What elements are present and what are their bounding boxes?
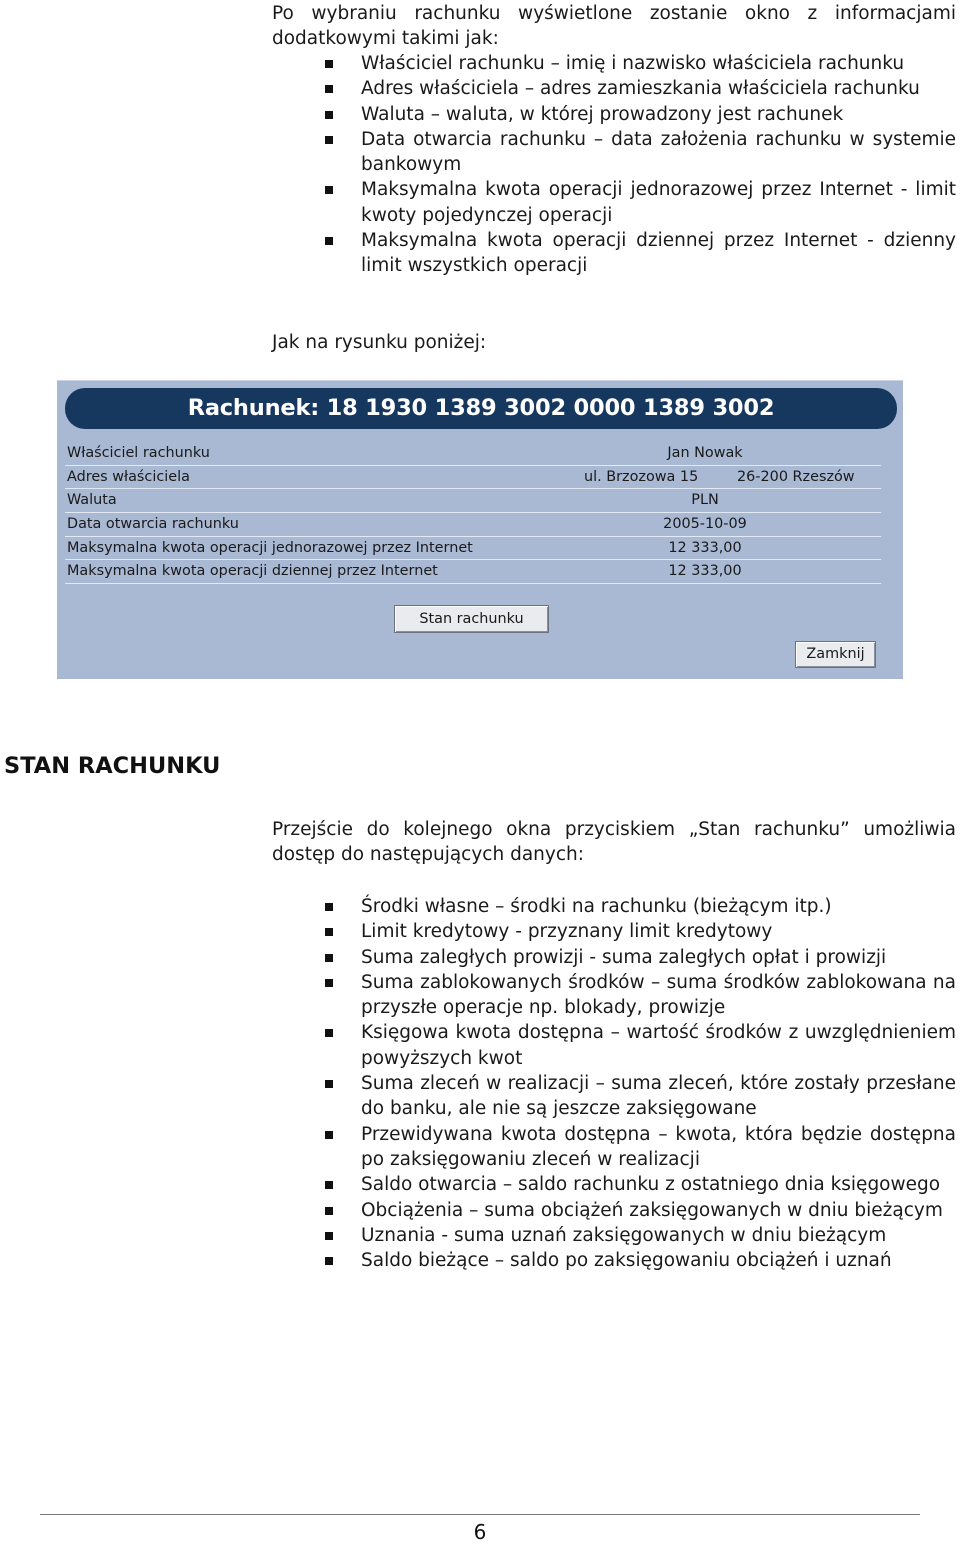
bullet-square-icon: [325, 954, 333, 962]
table-row: [65, 560, 881, 584]
intro-paragraph: [272, 1, 956, 52]
bullet-square-icon: [325, 186, 333, 194]
table-row: [65, 513, 881, 537]
account-number-title: Rachunek: 18 1930 1389 3002 0000 1389 3002: [187, 395, 775, 421]
table-row: [65, 537, 881, 561]
status-intro-paragraph: [272, 817, 956, 868]
opened-value: 2005-10-09: [663, 516, 747, 533]
figure-intro-text: Jak na rysunku poniżej:: [272, 332, 487, 353]
max-daily-label: Maksymalna kwota operacji dziennej przez Internet: [67, 563, 438, 580]
list-item: Uznania - suma uznań zaksięgowanych w dniu bieżącym: [272, 1223, 956, 1248]
account-status-button[interactable]: Stan rachunku: [394, 605, 549, 633]
list-item: Księgowa kwota dostępna – wartość środków z uwzględnieniem powyższych kwot: [272, 1020, 956, 1071]
opened-label: Data otwarcia rachunku: [67, 516, 239, 533]
status-intro-line-1: Przejście do kolejnego okna przyciskiem „Stan rachunku” umożliwia: [272, 819, 956, 840]
bullet-square-icon: [325, 1029, 333, 1037]
currency-value: PLN: [691, 492, 719, 509]
address-street-value: ul. Brzozowa 15: [584, 468, 699, 485]
address-label: Adres właściciela: [67, 468, 190, 485]
list-item: Suma zaległych prowizji - suma zaległych opłat i prowizji: [272, 945, 956, 970]
table-row: [65, 466, 881, 490]
bullet-square-icon: [325, 903, 333, 911]
list-item: Limit kredytowy - przyznany limit kredytowy: [272, 919, 956, 944]
list-item: Obciążenia – suma obciążeń zaksięgowanych w dniu bieżącym: [272, 1198, 956, 1223]
bullet-square-icon: [325, 1080, 333, 1088]
list-item: Saldo bieżące – saldo po zaksięgowaniu obciążeń i uznań: [272, 1248, 956, 1273]
page-number: 6: [473, 1520, 487, 1544]
max-daily-value: 12 333,00: [668, 563, 742, 580]
status-intro-line-2: dostęp do następujących danych:: [272, 844, 584, 866]
intro-line-2: dodatkowymi takimi jak:: [272, 28, 499, 50]
bullet-square-icon: [325, 1131, 333, 1139]
account-fields-list: [272, 51, 956, 279]
bullet-square-icon: [325, 1207, 333, 1215]
list-item: Właściciel rachunku – imię i nazwisko właściciela rachunku: [272, 51, 956, 76]
list-item: Saldo otwarcia – saldo rachunku z ostatniego dnia księgowego: [272, 1172, 956, 1197]
list-item: Środki własne – środki na rachunku (bieżącym itp.): [272, 894, 956, 919]
window-title-bar: [65, 388, 897, 429]
bullet-square-icon: [325, 1181, 333, 1189]
bullet-square-icon: [325, 85, 333, 93]
bullet-square-icon: [325, 1257, 333, 1265]
account-status-fields-list: [272, 894, 956, 1273]
list-item: Adres właściciela – adres zamieszkania właściciela rachunku: [272, 76, 956, 101]
table-row: [65, 489, 881, 513]
bullet-square-icon: [325, 979, 333, 987]
max-single-value: 12 333,00: [668, 539, 742, 556]
account-info-table: [65, 442, 881, 584]
bullet-square-icon: [325, 1232, 333, 1240]
bullet-square-icon: [325, 136, 333, 144]
currency-label: Waluta: [67, 492, 117, 509]
list-item: Waluta – waluta, w której prowadzony jest rachunek: [272, 102, 956, 127]
list-item: Suma zleceń w realizacji – suma zleceń, które zostały przesłane do banku, ale nie są jeszcze zaksięgowane: [272, 1071, 956, 1122]
list-item: Data otwarcia rachunku – data założenia rachunku w systemie bankowym: [272, 127, 956, 178]
intro-line-1: Po wybraniu rachunku wyświetlone zostanie okno z informacjami: [272, 3, 956, 24]
list-item: Przewidywana kwota dostępna – kwota, która będzie dostępna po zaksięgowaniu zleceń w realizacji: [272, 1122, 956, 1173]
bullet-square-icon: [325, 237, 333, 245]
bullet-square-icon: [325, 111, 333, 119]
close-button[interactable]: Zamknij: [795, 641, 876, 668]
list-item: Suma zablokowanych środków – suma środków zablokowana na przyszłe operacje np. blokady, prowizje: [272, 970, 956, 1021]
list-item: Maksymalna kwota operacji dziennej przez Internet - dzienny limit wszystkich operacji: [272, 228, 956, 279]
max-single-label: Maksymalna kwota operacji jednorazowej przez Internet: [67, 539, 473, 556]
bullet-square-icon: [325, 928, 333, 936]
owner-value: Jan Nowak: [667, 445, 743, 461]
address-city-value: 26-200 Rzeszów: [737, 468, 855, 485]
footer-divider: [40, 1514, 920, 1515]
list-item: Maksymalna kwota operacji jednorazowej przez Internet - limit kwoty pojedynczej operacji: [272, 177, 956, 228]
bullet-square-icon: [325, 60, 333, 68]
section-heading: STAN RACHUNKU: [4, 753, 221, 779]
table-row: [65, 442, 881, 466]
owner-label: Właściciel rachunku: [67, 445, 210, 461]
